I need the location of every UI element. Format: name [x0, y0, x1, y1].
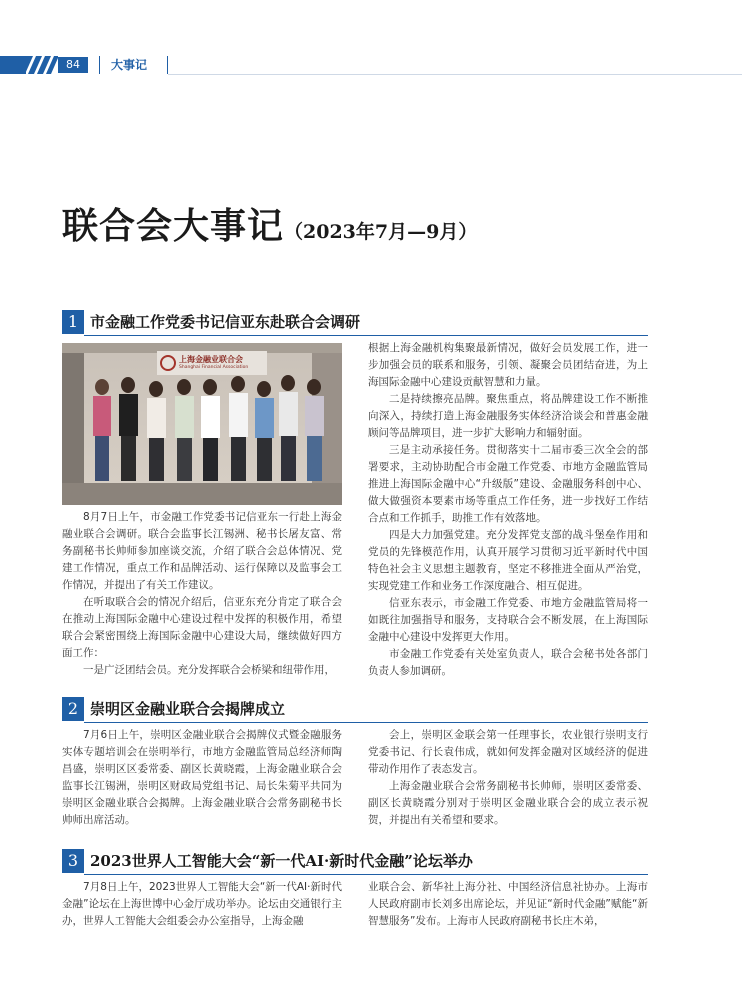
section-number: 1: [62, 310, 84, 334]
header-stripes-icon: [0, 56, 58, 74]
page-title-main: 联合会大事记: [62, 206, 285, 247]
section-underline: [84, 874, 648, 875]
section-1-right-column: [368, 340, 648, 680]
paragraph: 二是持续擦亮品牌。聚焦重点，将品牌建设工作不断推向深入，持续打造上海金融服务实体经济洽谈会和普惠金融顾问等品牌项目，进一步扩大影响力和辐射面。: [368, 393, 648, 439]
paragraph: 三是主动承接任务。贯彻落实十二届市委三次全会的部署要求，主动协助配合市金融工作党委、市地方金融监管局推进上海国际金融中心“升级版”建设、金融服务科创中心、做大做强资本要素市场等重点工作任务，进一步找好工作结合点和工作抓手，助推工作有效落地。: [368, 444, 648, 524]
section-underline: [84, 335, 648, 336]
paragraph: 一是广泛团结会员。充分发挥联合会桥梁和纽带作用，: [83, 664, 335, 676]
section-2-left-column: [62, 727, 342, 829]
paragraph: 8月7日上午，市金融工作党委书记信亚东一行赴上海金融业联合会调研。联合会监事长江锡洲、秘书长屠友富、常务副秘书长帅师参加座谈交流，介绍了联合会总体情况、党建工作情况，重点工作和品牌活动、运行保障以及监事会工作情况，并提出了有关工作建议。: [62, 511, 342, 591]
section-title: 2023世界人工智能大会“新一代AI·新时代金融”论坛举办: [90, 852, 473, 870]
paragraph: 业联合会、新华社上海分社、中国经济信息社协办。上海市人民政府副市长刘多出席论坛，并见证“新时代金融”赋能“新智慧服务”发布。上海市人民政府副秘书长庄木弟，: [368, 881, 648, 927]
paragraph: 根据上海金融机构集聚最新情况，做好会员发展工作，进一步加强会员的联系和服务，引领、凝聚会员团结奋进，为上海国际金融中心建设贡献智慧和力量。: [368, 342, 648, 388]
paragraph: 7月6日上午，崇明区金融业联合会揭牌仪式暨金融服务实体专题培训会在崇明举行，市地方金融监管局总经济师陶昌盛，崇明区区委常委、副区长黄晓霞，上海金融业联合会监事长江锡洲，崇明区财政局党组书记、局长朱菊平共同为崇明区金融业联合会揭牌。上海金融业联合会常务副秘书长帅师出席活动。: [62, 729, 342, 826]
photo-sign-subtext: Shanghai Financial Association: [179, 365, 249, 370]
section-title: 市金融工作党委书记信亚东赴联合会调研: [90, 313, 361, 331]
section-number: 2: [62, 697, 84, 721]
section-heading-3: [62, 849, 648, 875]
section-1-left-column: [62, 509, 342, 679]
section-3-left-column: [62, 879, 342, 930]
header-rule: [168, 74, 742, 75]
paragraph: 上海金融业联合会常务副秘书长帅师，崇明区委常委、副区长黄晓霞分别对于崇明区金融业联合会的成立表示祝贺，并提出有关希望和要求。: [368, 780, 648, 826]
section-number: 3: [62, 849, 84, 873]
paragraph: 在听取联合会的情况介绍后，信亚东充分肯定了联合会在推动上海国际金融中心建设过程中发挥的积极作用，希望联合会紧密围绕上海国际金融中心建设大局，继续做好四方面工作：: [62, 596, 342, 659]
paragraph: 7月8日上午，2023世界人工智能大会“新一代AI·新时代金融”论坛在上海世博中心金厅成功举办。论坛由交通银行主办，世界人工智能大会组委会办公室指导，上海金融: [62, 881, 342, 927]
section-heading-1: [62, 310, 648, 336]
paragraph: 四是大力加强党建。充分发挥党支部的战斗堡垒作用和党员的先锋模范作用，认真开展学习贯彻习近平新时代中国特色社会主义思想主题教育，坚定不移推进全面从严治党，实现党建工作和业务工作深度融合、相互促进。: [368, 529, 648, 592]
section-3-right-column: [368, 879, 648, 930]
header-section-title: 大事记: [111, 58, 148, 72]
paragraph: 信亚东表示，市金融工作党委、市地方金融监管局将一如既往加强指导和服务，支持联合会不断发展，在上海国际金融中心建设中发挥更大作用。: [368, 597, 648, 643]
meeting-photo: [62, 343, 342, 505]
photo-sign-text: 上海金融业联合会: [179, 355, 243, 364]
page-title: [62, 198, 477, 249]
section-2-right-column: [368, 727, 648, 829]
section-heading-2: [62, 697, 648, 723]
page-header: [0, 54, 742, 76]
page-title-period: （2023年7月—9月）: [284, 221, 478, 243]
section-underline: [84, 722, 648, 723]
paragraph: 市金融工作党委有关处室负责人，联合会秘书处各部门负责人参加调研。: [368, 648, 648, 677]
paragraph: 会上，崇明区金联会第一任理事长，农业银行崇明支行党委书记、行长袁伟成，就如何发挥金融对区域经济的促进带动作用作了表态发言。: [368, 729, 648, 775]
header-divider: [99, 56, 100, 74]
section-title: 崇明区金融业联合会揭牌成立: [90, 700, 286, 718]
page-number: 84: [58, 57, 88, 73]
header-divider: [167, 56, 168, 74]
